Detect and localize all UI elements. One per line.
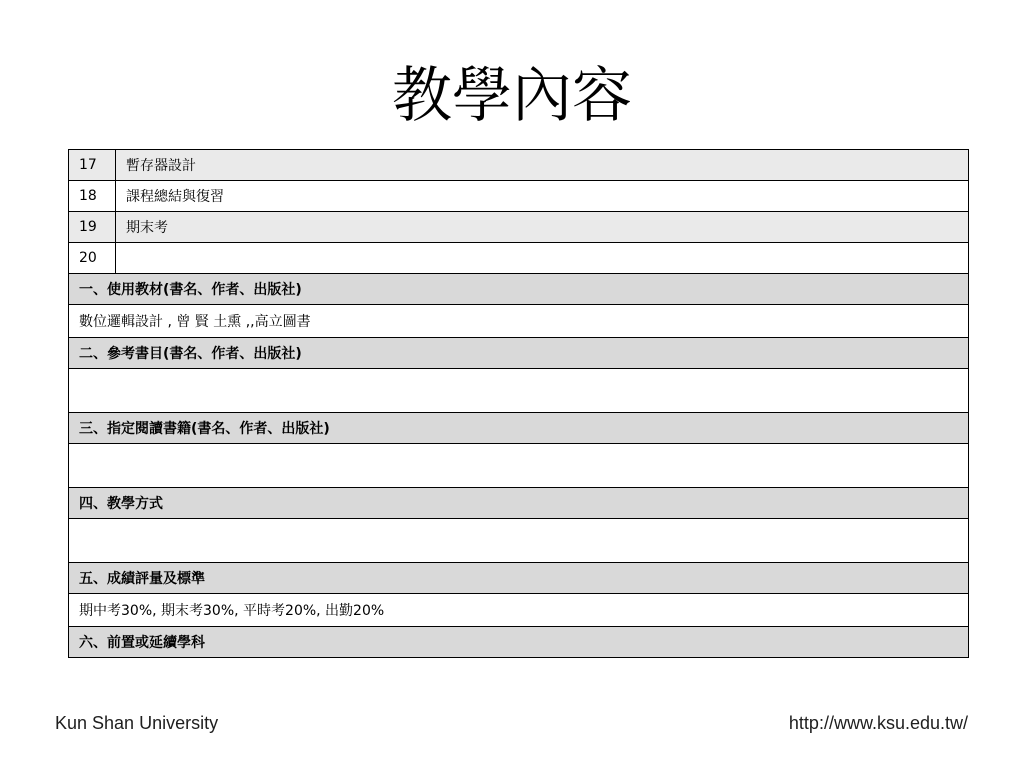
reference-header-row [69, 338, 969, 369]
week-topic: 課程總結與復習 [116, 181, 969, 212]
textbook-value-row [69, 305, 969, 338]
footer-university-name: Kun Shan University [55, 713, 219, 733]
reading-header: 三、指定閱讀書籍(書名、作者、出版社) [69, 413, 969, 444]
schedule-row-17 [69, 150, 969, 181]
reading-value-row [69, 444, 969, 488]
prereq-header: 六、前置或延續學科 [69, 627, 969, 658]
reading-value [69, 444, 969, 488]
method-value [69, 519, 969, 563]
reference-header: 二、參考書目(書名、作者、出版社) [69, 338, 969, 369]
grading-value: 期中考30%, 期末考30%, 平時考20%, 出勤20% [69, 594, 969, 627]
method-header-row [69, 488, 969, 519]
week-number: 19 [69, 212, 116, 243]
grading-header-row [69, 563, 969, 594]
method-value-row [69, 519, 969, 563]
footer-url: http://www.ksu.edu.tw/ [788, 713, 968, 733]
grading-value-row [69, 594, 969, 627]
week-topic: 期末考 [116, 212, 969, 243]
schedule-row-18 [69, 181, 969, 212]
week-number: 17 [69, 150, 116, 181]
slide-title: 教學內容 [392, 61, 632, 131]
week-number: 20 [69, 243, 116, 274]
grading-header: 五、成績評量及標準 [69, 563, 969, 594]
reference-value [69, 369, 969, 413]
week-topic [116, 243, 969, 274]
prereq-header-row [69, 627, 969, 658]
course-content-table [68, 149, 969, 658]
textbook-header: 一、使用教材(書名、作者、出版社) [69, 274, 969, 305]
reference-value-row [69, 369, 969, 413]
week-number: 18 [69, 181, 116, 212]
schedule-row-19 [69, 212, 969, 243]
method-header: 四、教學方式 [69, 488, 969, 519]
week-topic: 暫存器設計 [116, 150, 969, 181]
textbook-value: 數位邏輯設計 , 曾 賢 土熏 ,,高立圖書 [69, 305, 969, 338]
textbook-header-row [69, 274, 969, 305]
schedule-row-20 [69, 243, 969, 274]
reading-header-row [69, 413, 969, 444]
